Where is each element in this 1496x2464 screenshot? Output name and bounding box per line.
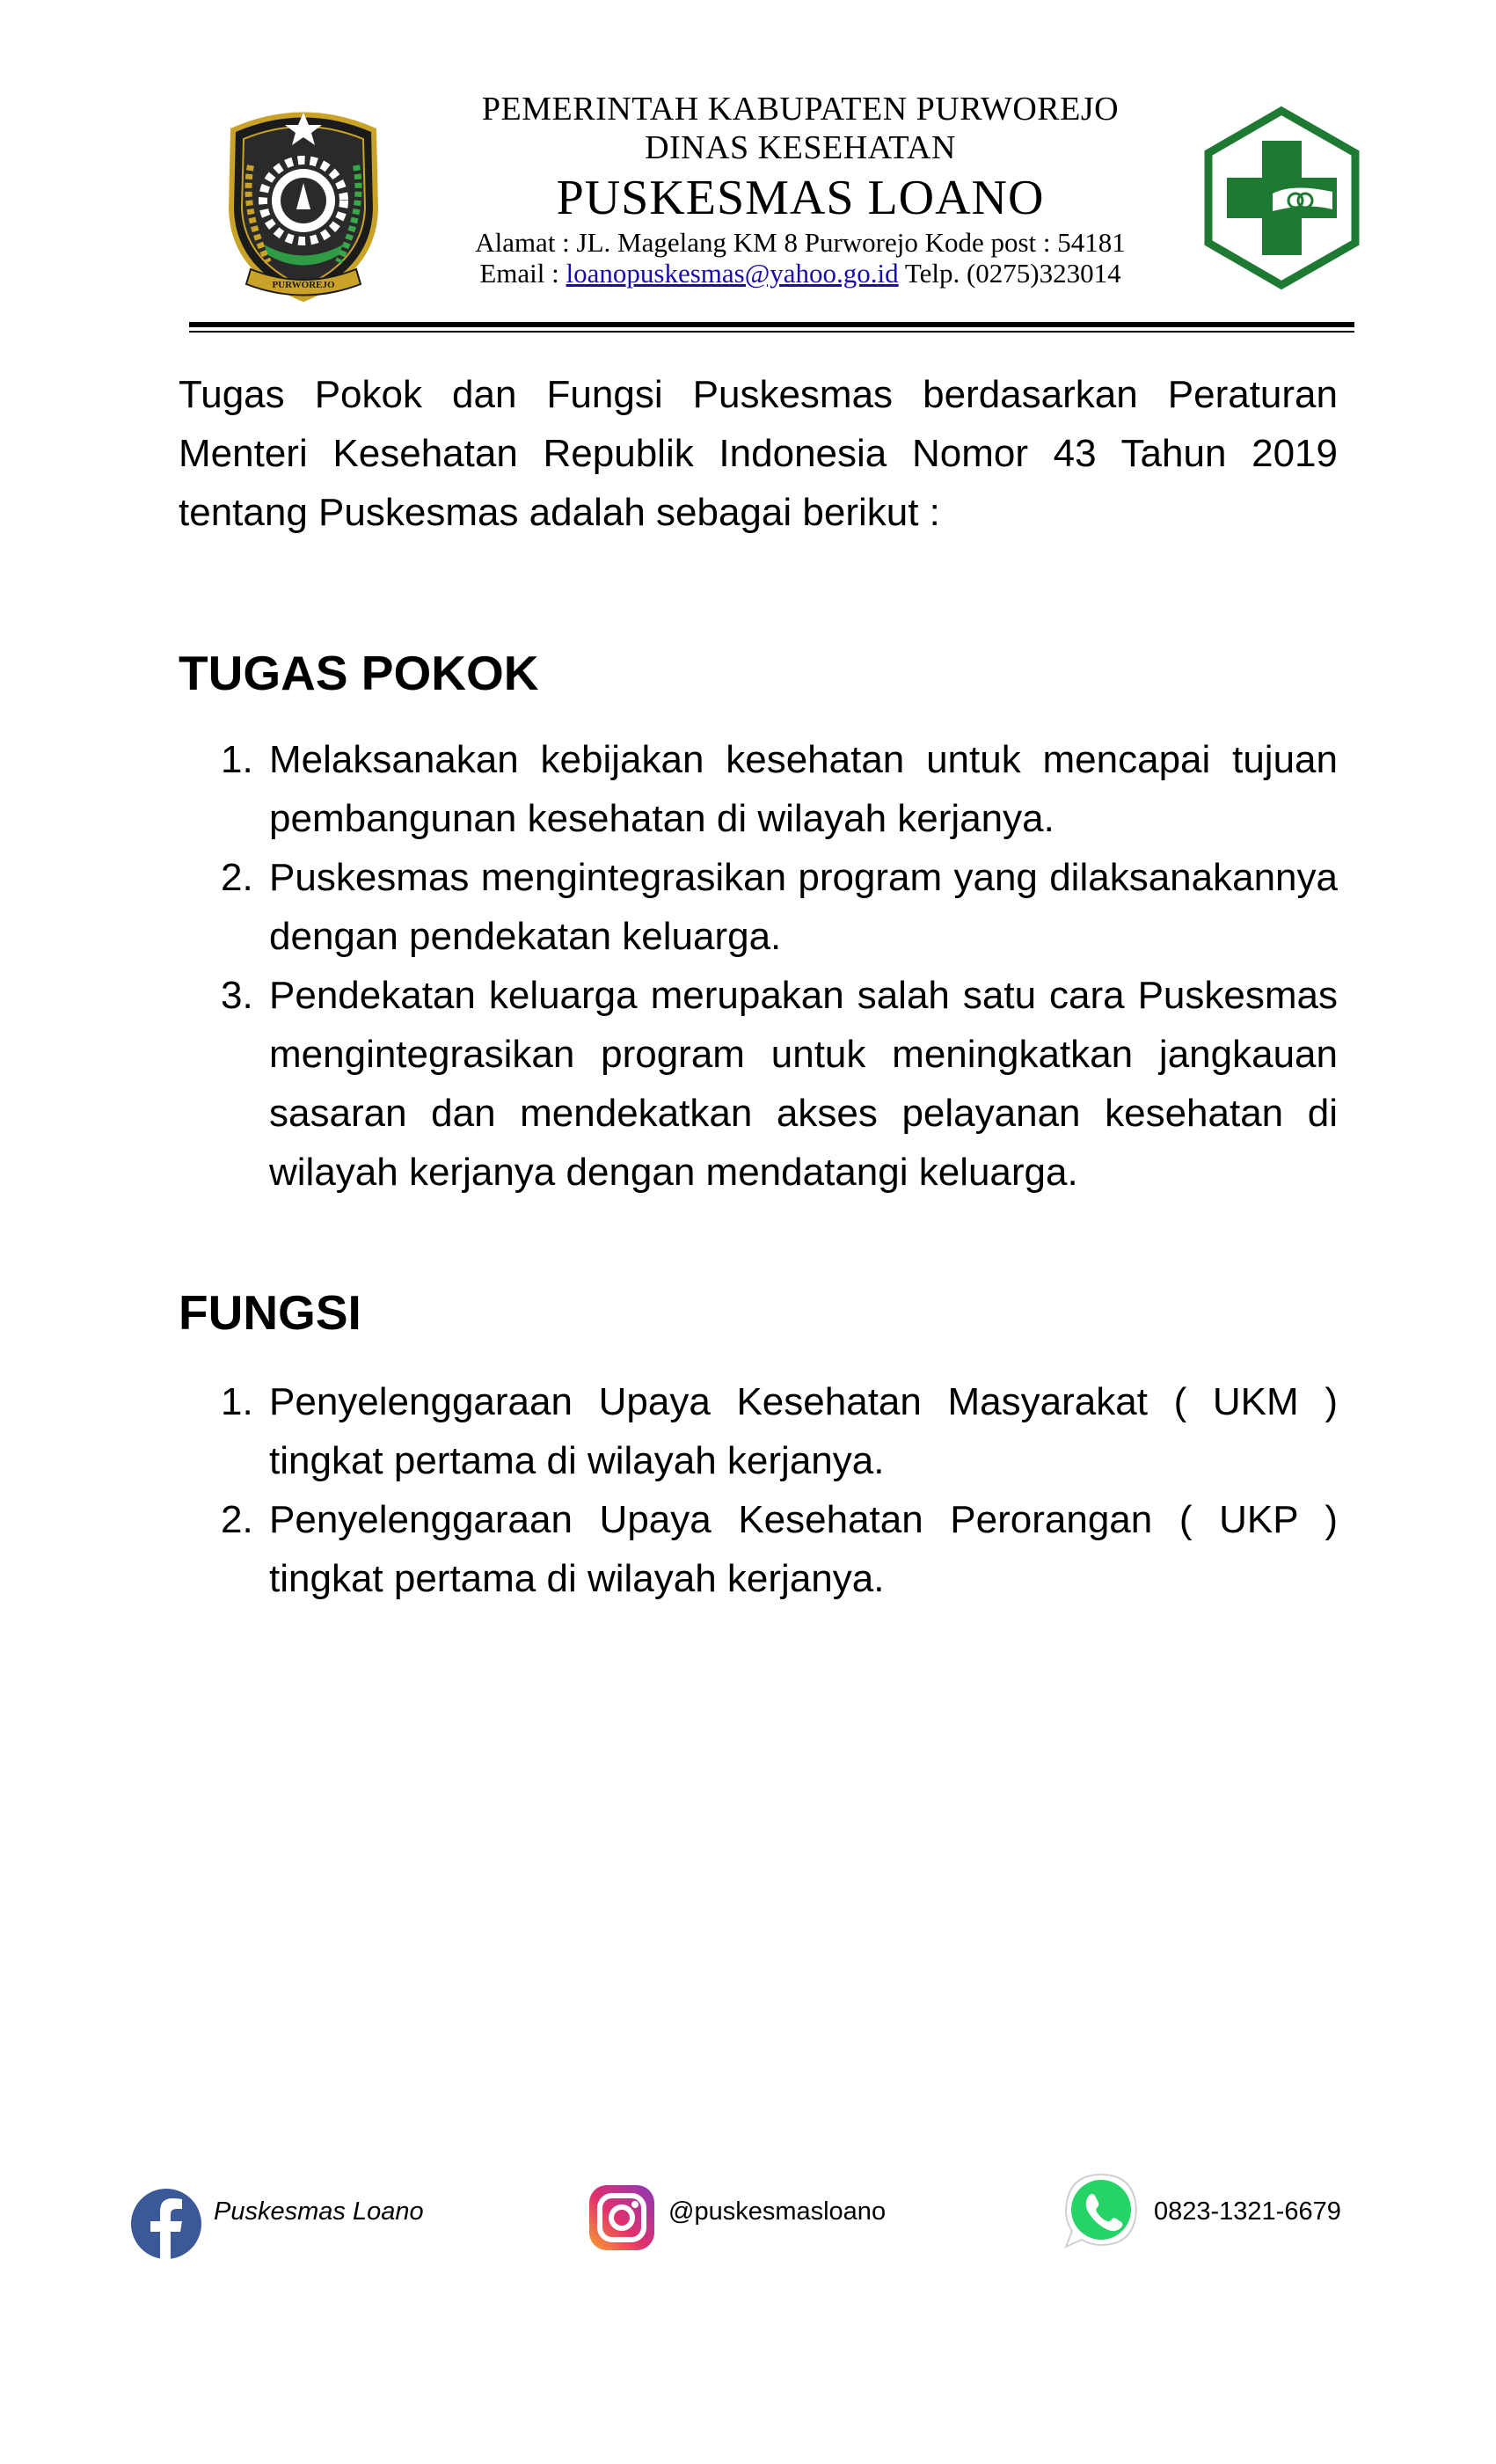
purworejo-crest-logo	[215, 104, 391, 304]
letterhead-contact	[405, 258, 1196, 289]
item-number: 1.	[221, 1380, 253, 1423]
whatsapp-icon[interactable]	[1062, 2171, 1140, 2252]
puskesmas-logo	[1200, 106, 1363, 290]
item-text: Pendekatan keluarga merupakan salah satu cara Puskesmas mengintegrasikan program untuk meningkatkan jangkauan sasaran dan mendekatkan akses pelayanan kesehatan di wilayah kerjanya dengan mendatangi keluarga.	[269, 974, 1338, 1194]
facebook-label[interactable]: Puskesmas Loano	[214, 2197, 424, 2226]
item-text: Puskesmas mengintegrasikan program yang dilaksanakannya dengan pendekatan keluarga.	[269, 856, 1338, 958]
list-item	[179, 1372, 1338, 1490]
instagram-label[interactable]: @puskesmasloano	[668, 2197, 887, 2226]
phone-text: Telp. (0275)323014	[898, 258, 1121, 289]
letterhead-address: Alamat : JL. Magelang KM 8 Purworejo Kode post : 54181	[475, 227, 1126, 258]
fungsi-list	[179, 1372, 1338, 1608]
letterhead-institution: PUSKESMAS LOANO	[556, 171, 1045, 225]
email-prefix: Email :	[479, 258, 566, 289]
item-number: 1.	[221, 738, 253, 781]
list-item	[179, 848, 1338, 966]
tugas-pokok-heading: TUGAS POKOK	[179, 646, 539, 700]
item-number: 3.	[221, 974, 253, 1017]
item-text: Penyelenggaraan Upaya Kesehatan Masyarakat ( UKM ) tingkat pertama di wilayah kerjanya.	[269, 1380, 1338, 1482]
whatsapp-label[interactable]: 0823-1321-6679	[1154, 2197, 1341, 2226]
letterhead-government: PEMERINTAH KABUPATEN PURWOREJO	[481, 91, 1120, 128]
item-number: 2.	[221, 856, 253, 899]
letterhead-department: DINAS KESEHATAN	[645, 129, 956, 166]
list-item	[179, 966, 1338, 1202]
fungsi-heading: FUNGSI	[179, 1285, 361, 1340]
list-item	[179, 730, 1338, 848]
letterhead-rule-thick	[189, 322, 1354, 327]
crest-ribbon-text: PURWOREJO	[272, 280, 335, 290]
instagram-icon[interactable]	[587, 2183, 656, 2252]
letterhead-rule-thin	[189, 331, 1354, 333]
intro-paragraph: Tugas Pokok dan Fungsi Puskesmas berdasarkan Peraturan Menteri Kesehatan Republik Indonesia Nomor 43 Tahun 2019 tentang Puskesmas adalah sebagai berikut :	[179, 373, 1338, 534]
tugas-pokok-list	[179, 730, 1338, 1202]
list-item	[179, 1490, 1338, 1608]
item-text: Penyelenggaraan Upaya Kesehatan Perorangan ( UKP ) tingkat pertama di wilayah kerjanya.	[269, 1498, 1338, 1600]
item-number: 2.	[221, 1498, 253, 1541]
email-link[interactable]: loanopuskesmas@yahoo.go.id	[566, 258, 899, 289]
item-text: Melaksanakan kebijakan kesehatan untuk mencapai tujuan pembangunan kesehatan di wilayah kerjanya.	[269, 738, 1338, 840]
facebook-icon[interactable]	[130, 2186, 202, 2262]
